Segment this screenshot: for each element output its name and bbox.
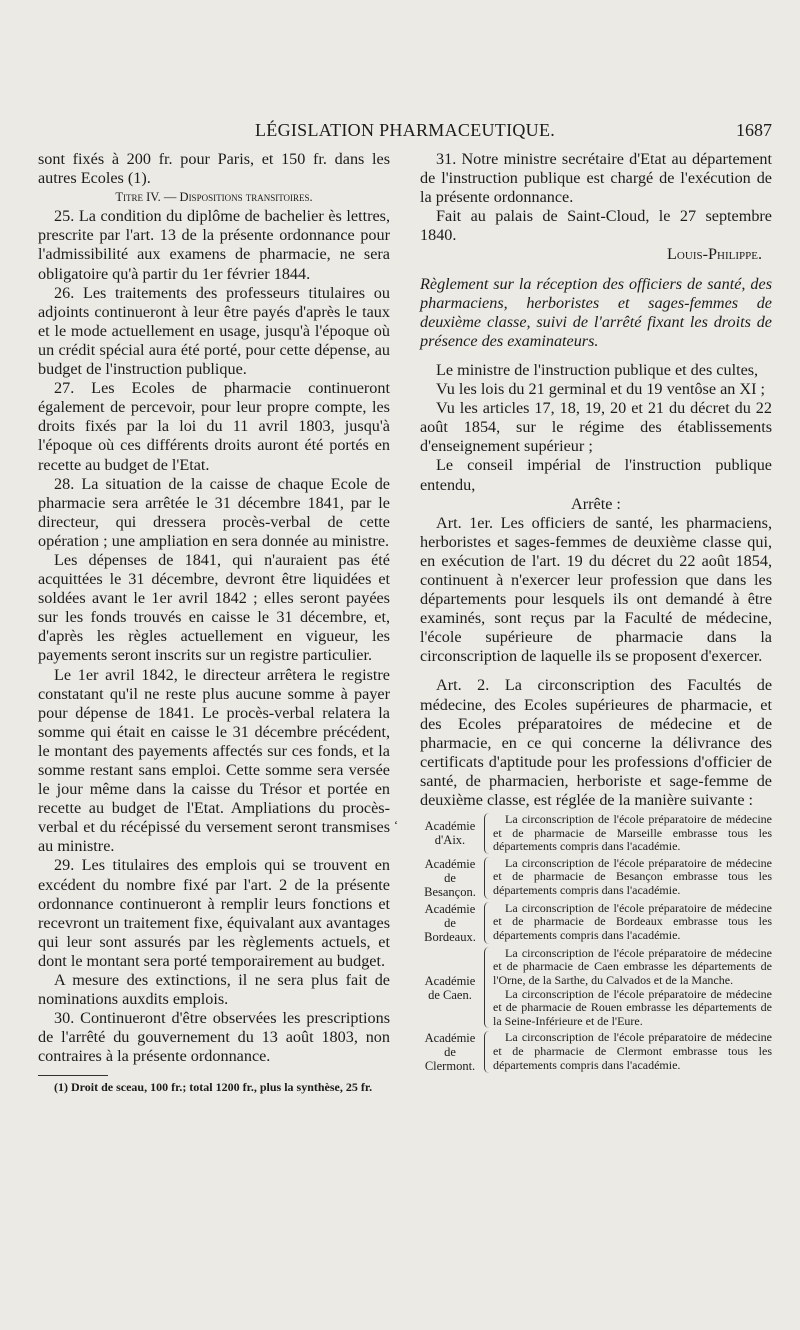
academy-entry	[420, 947, 772, 1029]
footnote: (1) Droit de sceau, 100 fr.; total 1200 fr., plus la synthèse, 25 fr.	[54, 1079, 373, 1094]
academy-label: Académie de Besançon.	[424, 856, 476, 899]
academy-label: Académie de Bordeaux.	[424, 901, 476, 944]
margin-mark: ‘	[394, 818, 398, 832]
academy-circonscription: La circonscription de l'école préparatoire de médecine et de pharmacie de Clermont embrasse tous les départements compris dans l'académie.	[493, 1030, 772, 1072]
section-heading-titre-iv: Titre IV. — Dispositions transitoires.	[115, 190, 313, 205]
academy-text	[493, 902, 772, 944]
academy-circonscription: La circonscription de l'école préparatoire de médecine et de pharmacie de Bordeaux embrasse tous les départements compris dans l'académie.	[493, 900, 772, 943]
considering-laws: Vu les lois du 21 germinal et du 19 ventôse an XI ;	[436, 380, 766, 399]
academy-text	[493, 857, 772, 899]
article-28: 28. La situation de la caisse de chaque Ecole de pharmacie sera arrêtée le 31 décembre 1841, par le directeur, qui dressera procès-verbal de cette opération ; une ampliation en sera donnée au ministre.	[38, 474, 390, 550]
academy-label: Académie d'Aix.	[424, 819, 476, 848]
academy-text	[493, 813, 772, 854]
article-27: 27. Les Ecoles de pharmacie continueront également de percevoir, pour leur propre compte, les droits fixés par la loi du 11 avril 1803, jusqu'à l'époque où ces différents droits auront été portés en recette au budget de l'Etat.	[38, 379, 390, 474]
brace	[484, 1031, 489, 1073]
council-heard: Le conseil impérial de l'instruction publique entendu,	[420, 456, 772, 494]
running-title: LÉGISLATION PHARMACEUTIQUE.	[255, 120, 556, 140]
article-1: Art. 1er. Les officiers de santé, les pharmaciens, herboristes et sages-femmes de deuxième classe qui, en exécution de l'art. 19 du décret du 22 août 1854, continuent à n'exercer leur profession que dans les départements pour lesquels ils ont demandé à être examinés, sont reçus par la Faculté de médecine, l'école supérieure de pharmacie dans la circonscription de laquelle ils se proposent d'exercer.	[420, 513, 772, 666]
academy-text	[493, 1031, 772, 1073]
article-25: 25. La condition du diplôme de bachelier ès lettres, prescrite par l'art. 13 de la présente ordonnance pour l'admissibilité aux examens de pharmacie, ne sera obligatoire qu'à partir du 1er février 1844.	[38, 207, 390, 283]
brace	[484, 947, 489, 1029]
footnote-rule	[38, 1075, 108, 1076]
academy-entry	[420, 857, 772, 899]
page-number: 1687	[736, 120, 772, 140]
considering-articles: Vu les articles 17, 18, 19, 20 et 21 du décret du 22 août 1854, sur le régime des établissements d'enseignement supérieur ;	[420, 399, 772, 456]
academy-circonscription: La circonscription de l'école préparatoire de médecine et de pharmacie de Rouen embrasse les départements de la Seine-Inférieure et de l'Eure.	[493, 986, 772, 1028]
minister-preamble: Le ministre de l'instruction publique et des cultes,	[436, 360, 759, 379]
academy-entry	[420, 902, 772, 944]
signature: Louis-Philippe.	[667, 245, 762, 264]
article-28-register: Le 1er avril 1842, le directeur arrêtera le registre constatant qu'il ne reste plus aucune somme à payer pour dépense de 1841. Le procès-verbal relatera la somme qui était en caisse le 31 décembre précédent, le montant des payements affectés sur ces fonds, et la somme restant sans emploi. Cette somme sera versée le jour même dans la caisse du Trésor et portée en recette au budget de l'Etat. Ampliations du procès-verbal et du récépissé du versement seront transmises au ministre.	[38, 665, 390, 856]
article-31: 31. Notre ministre secrétaire d'Etat au département de l'instruction publique est chargé de l'exécution de la présente ordonnance.	[420, 150, 772, 207]
academy-entry	[420, 1031, 772, 1073]
academy-list	[420, 813, 772, 1073]
right-column	[420, 150, 772, 1073]
brace	[484, 857, 489, 899]
article-29-extinctions: A mesure des extinctions, il ne sera plus fait de nominations auxdits emplois.	[38, 971, 390, 1009]
article-28-expenses: Les dépenses de 1841, qui n'auraient pas été acquittées le 31 décembre, devront être liquidées et soldées avant le 1er avril 1842 ; elles seront payées sur les fonds trouvés en caisse le 31 décembre, et, d'après les règles actuellement en vigueur, les payements seront inscrits sur un registre particulier.	[38, 550, 390, 665]
article-30: 30. Continueront d'être observées les prescriptions de l'arrêté du gouvernement du 13 août 1803, non contraires à la présente ordonnance.	[38, 1009, 390, 1066]
academy-label: Académie de Clermont.	[424, 1031, 476, 1074]
academy-circonscription: La circonscription de l'école préparatoire de médecine et de pharmacie de Besançon embrasse tous les départements compris dans l'académie.	[493, 855, 772, 898]
academy-text	[493, 947, 772, 1029]
academy-label: Académie de Caen.	[424, 973, 476, 1002]
left-column	[38, 150, 390, 1094]
paragraph-continuation: sont fixés à 200 fr. pour Paris, et 150 fr. dans les autres Ecoles (1).	[38, 150, 390, 188]
running-header	[0, 118, 800, 144]
article-26: 26. Les traitements des professeurs titulaires ou adjoints continueront à leur être payés d'après le taux et le mode actuellement en usage, jusqu'à l'époque où un crédit spécial aura été porté, pour cette dépense, au budget de l'instruction publique.	[38, 283, 390, 379]
brace	[484, 902, 489, 944]
article-2: Art. 2. La circonscription des Facultés de médecine, des Ecoles supérieures de pharmacie, et des Ecoles préparatoires de médecine et de pharmacie, en ce qui concerne la délivrance des certificats d'aptitude pour les professions d'officier de santé, de pharmacien, herboriste et sage-femme de deuxième classe, est réglée de la manière suivante :	[420, 676, 772, 809]
academy-circonscription: La circonscription de l'école préparatoire de médecine et de pharmacie de Marseille embrasse tous les départements compris dans l'académie.	[493, 812, 772, 854]
brace	[484, 813, 489, 854]
academy-entry	[420, 813, 772, 854]
article-29: 29. Les titulaires des emplois qui se trouvent en excédent du nombre fixé par l'art. 2 de la présente ordonnance continueront à remplir leurs fonctions et recevront un traitement fixe, équivalant aux avantages qui leur sont assurés par les règlements actuels, et dont le montant sera porté temporairement au budget.	[38, 856, 390, 970]
arrete-heading: Arrête :	[571, 494, 621, 513]
academy-circonscription: La circonscription de l'école préparatoire de médecine et de pharmacie de Caen embrasse les départements de l'Orne, de la Sarthe, du Calvados et de la Manche.	[493, 945, 772, 988]
reglement-title: Règlement sur la réception des officiers de santé, des pharmaciens, herboristes et sages-femmes de deuxième classe, suivi de l'arrêté fixant les droits de présence des examinateurs.	[420, 274, 772, 350]
dated-at: Fait au palais de Saint-Cloud, le 27 septembre 1840.	[420, 207, 772, 245]
